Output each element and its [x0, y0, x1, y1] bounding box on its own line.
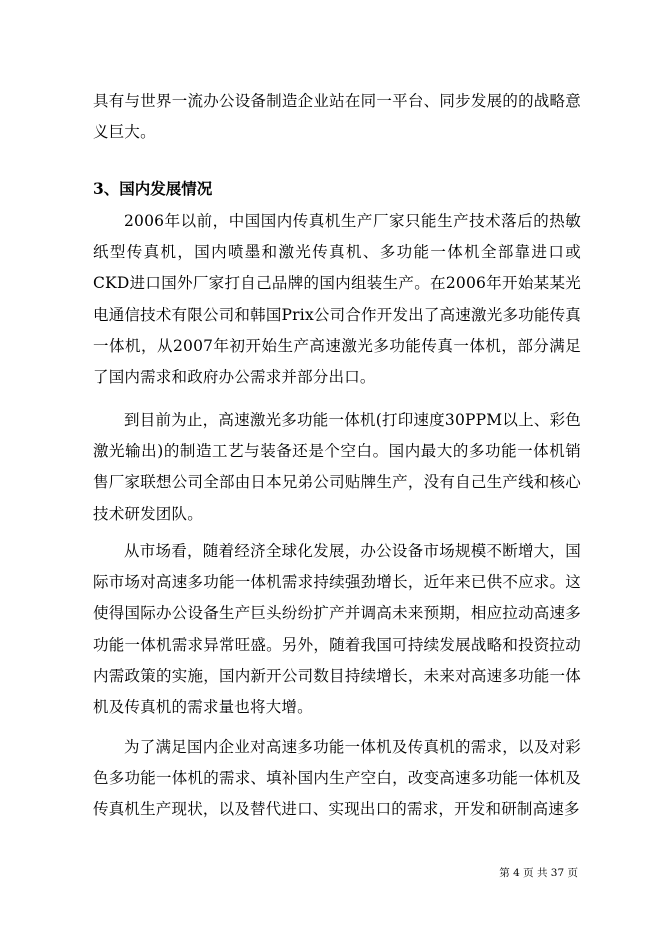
section-heading: 3、国内发展情况	[93, 179, 213, 198]
paragraph-2: 到目前为止，高速激光多功能一体机(打印速度30PPM以上、彩色激光输出)的制造工艺与装备还是个空白。国内最大的多功能一体机销售厂家联想公司全部由日本兄弟公司贴牌生产，没有自己生产线和核心技术研发团队。	[93, 411, 581, 523]
paragraph-4: 为了满足国内企业对高速多功能一体机及传真机的需求，以及对彩色多功能一体机的需求、填补国内生产空白，改变高速多功能一体机及传真机生产现状，以及替代进口、实现出口的需求，开发和研制高速多	[93, 738, 581, 819]
paragraph-1: 2006年以前，中国国内传真机生产厂家只能生产技术落后的热敏纸型传真机，国内喷墨和激光传真机、多功能一体机全部靠进口或CKD进口国外厂家打自己品牌的国内组装生产。在2006年开始某某光电通信技术有限公司和韩国Prix公司合作开发出了高速激光多功能传真一体机，从2007年初开始生产高速激光多功能传真一体机，部分满足了国内需求和政府办公需求并部分出口。	[93, 212, 581, 387]
page-number: 第 4 页 共 37 页	[499, 867, 578, 879]
continued-paragraph: 具有与世界一流办公设备制造企业站在同一平台、同步发展的的战略意义巨大。	[93, 92, 581, 142]
paragraph-3: 从市场看，随着经济全球化发展，办公设备市场规模不断增大，国际市场对高速多功能一体机需求持续强劲增长，近年来已供不应求。这使得国际办公设备生产巨头纷纷扩产并调高未来预期，相应拉动高速多功能一体机需求异常旺盛。另外，随着我国可持续发展战略和投资拉动内需政策的实施，国内新开公司数目持续增长，未来对高速多功能一体机及传真机的需求量也将大增。	[93, 542, 581, 717]
